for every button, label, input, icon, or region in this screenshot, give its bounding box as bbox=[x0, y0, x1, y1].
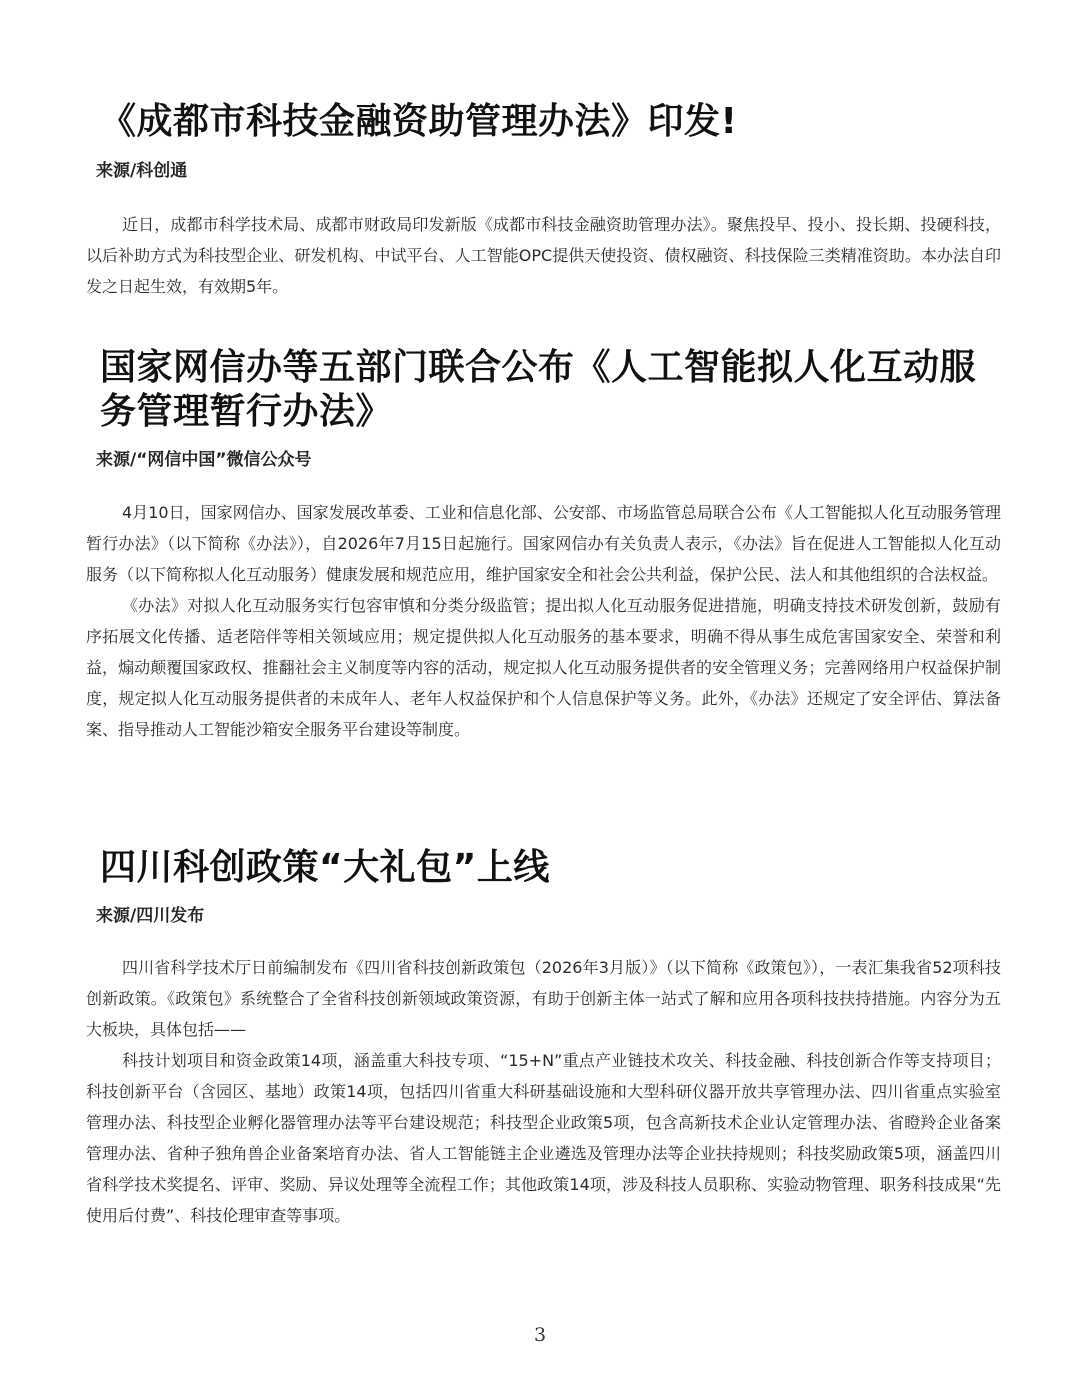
article-source: 来源/科创通 bbox=[96, 161, 188, 181]
article-paragraph: 《办法》对拟人化互动服务实行包容审慎和分类分级监管；提出拟人化互动服务促进措施，明确支持技术研发创新，鼓励有序拓展文化传播、适老陪伴等相关领域应用；规定提供拟人化互动服务的基本要求，明确不得从事生成危害国家安全、荣誉和利益，煽动颠覆国家政权、推翻社会主义制度等内容的活动，规定拟人化互动服务提供者的安全管理义务；完善网络用户权益保护制度，规定拟人化互动服务提供者的未成年人、老年人权益保护和个人信息保护等义务。此外，《办法》还规定了安全评估、算法备案、指导推动人工智能沙箱安全服务平台建设等制度。 bbox=[86, 596, 1001, 739]
article-title: 国家网信办等五部门联合公布《人工智能拟人化互动服务管理暂行办法》 bbox=[100, 347, 977, 432]
article-body bbox=[86, 209, 1001, 302]
article-body bbox=[86, 952, 1001, 1231]
article-paragraph: 科技计划项目和资金政策14项，涵盖重大科技专项、“15+N”重点产业链技术攻关、科技金融、科技创新合作等支持项目；科技创新平台（含园区、基地）政策14项，包括四川省重大科研基础设施和大型科研仪器开放共享管理办法、四川省重点实验室管理办法、科技型企业孵化器管理办法等平台建设规范；科技型企业政策5项，包含高新技术企业认定管理办法、省瞪羚企业备案管理办法、省种子独角兽企业备案培育办法、省人工智能链主企业遴选及管理办法等企业扶持规则；科技奖励政策5项，涵盖四川省科学技术奖提名、评审、奖励、异议处理等全流程工作；其他政策14项，涉及科技人员职称、实验动物管理、职务科技成果“先使用后付费”、科技伦理审查等事项。 bbox=[86, 1051, 1001, 1225]
article-source: 来源/“网信中国”微信公众号 bbox=[96, 450, 312, 470]
article-ai-anthropomorphic-rules bbox=[86, 346, 1001, 745]
article-sichuan-policy-package bbox=[86, 846, 1001, 1231]
page-number: 3 bbox=[533, 1324, 547, 1346]
article-paragraph: 四川省科学技术厅日前编制发布《四川省科技创新政策包（2026年3月版）》（以下简称《政策包》），一表汇集我省52项科技创新政策。《政策包》系统整合了全省科技创新领域政策资源，有助于创新主体一站式了解和应用各项科技扶持措施。内容分为五大板块，具体包括—— bbox=[86, 958, 1001, 1039]
article-body bbox=[86, 497, 1001, 745]
article-paragraph: 近日，成都市科学技术局、成都市财政局印发新版《成都市科技金融资助管理办法》。聚焦投早、投小、投长期、投硬科技，以后补助方式为科技型企业、研发机构、中试平台、人工智能OPC提供天使投资、债权融资、科技保险三类精准资助。本办法自印发之日起生效，有效期5年。 bbox=[86, 215, 1001, 296]
article-sci-tech-finance bbox=[86, 100, 1001, 302]
article-title: 《成都市科技金融资助管理办法》印发! bbox=[100, 101, 738, 142]
article-source: 来源/四川发布 bbox=[96, 906, 205, 926]
article-title: 四川科创政策“大礼包”上线 bbox=[100, 847, 550, 888]
article-paragraph: 4月10日，国家网信办、国家发展改革委、工业和信息化部、公安部、市场监管总局联合公布《人工智能拟人化互动服务管理暂行办法》（以下简称《办法》），自2026年7月15日起施行。国家网信办有关负责人表示，《办法》旨在促进人工智能拟人化互动服务（以下简称拟人化互动服务）健康发展和规范应用，维护国家安全和社会公共利益，保护公民、法人和其他组织的合法权益。 bbox=[86, 503, 1001, 584]
